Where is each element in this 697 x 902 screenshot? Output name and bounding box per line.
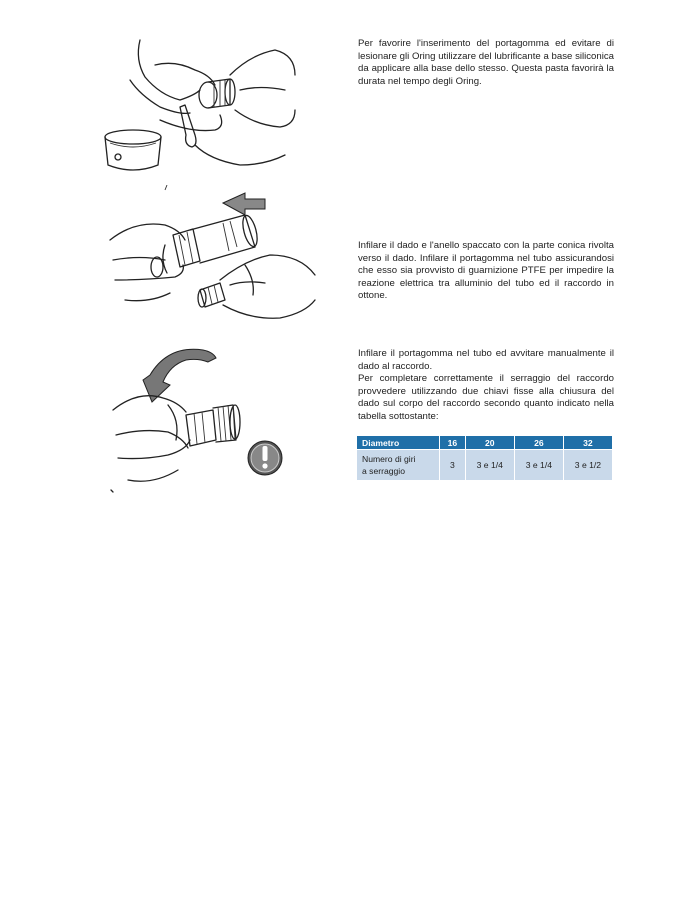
illustration-insert-nut bbox=[105, 185, 320, 330]
tightening-table bbox=[356, 436, 613, 480]
header-diametro: Diametro bbox=[357, 436, 439, 449]
row-label-line-2: a serraggio bbox=[362, 466, 405, 476]
table-row bbox=[357, 449, 612, 480]
value-16: 3 bbox=[440, 449, 465, 480]
step-1-text bbox=[358, 38, 614, 88]
header-26: 26 bbox=[515, 436, 563, 449]
header-16: 16 bbox=[440, 436, 465, 449]
row-label bbox=[357, 449, 439, 480]
step-2-paragraph: Infilare il dado e l'anello spaccato con la parte conica rivolta verso il dado. Infilare il portagomma nel tubo assicurandosi che esso sia provvisto di guarnizione PTFE per impedire la reazione elettrica tra alluminio del tubo ed il raccordo in ottone. bbox=[358, 240, 614, 302]
step-3-paragraph-1: Infilare il portagomma nel tubo ed avvitare manualmente il dado al raccordo. bbox=[358, 348, 614, 372]
value-32: 3 e 1/2 bbox=[564, 449, 612, 480]
header-32: 32 bbox=[564, 436, 612, 449]
value-20: 3 e 1/4 bbox=[466, 449, 514, 480]
step-3-paragraph-2: Per completare correttamente il serraggio del raccordo provvedere utilizzando due chiavi fisse alla chiusura del dado sul corpo del raccordo secondo quanto indicato nella tabella sottostante: bbox=[358, 373, 614, 422]
value-26: 3 e 1/4 bbox=[515, 449, 563, 480]
step-2-text bbox=[358, 240, 614, 303]
illustration-tighten-nut bbox=[108, 340, 293, 495]
step-1-paragraph: Per favorire l'inserimento del portagomma ed evitare di lesionare gli Oring utilizzare del lubrificante a base siliconica da applicare alla base dello stesso. Questa pasta favorirà la durata nel tempo degli Oring. bbox=[358, 38, 614, 87]
step-3-text bbox=[358, 348, 614, 424]
table-header-row bbox=[357, 436, 612, 449]
row-label-line-1: Numero di giri bbox=[362, 454, 416, 464]
illustration-lubricant bbox=[100, 35, 300, 180]
header-20: 20 bbox=[466, 436, 514, 449]
